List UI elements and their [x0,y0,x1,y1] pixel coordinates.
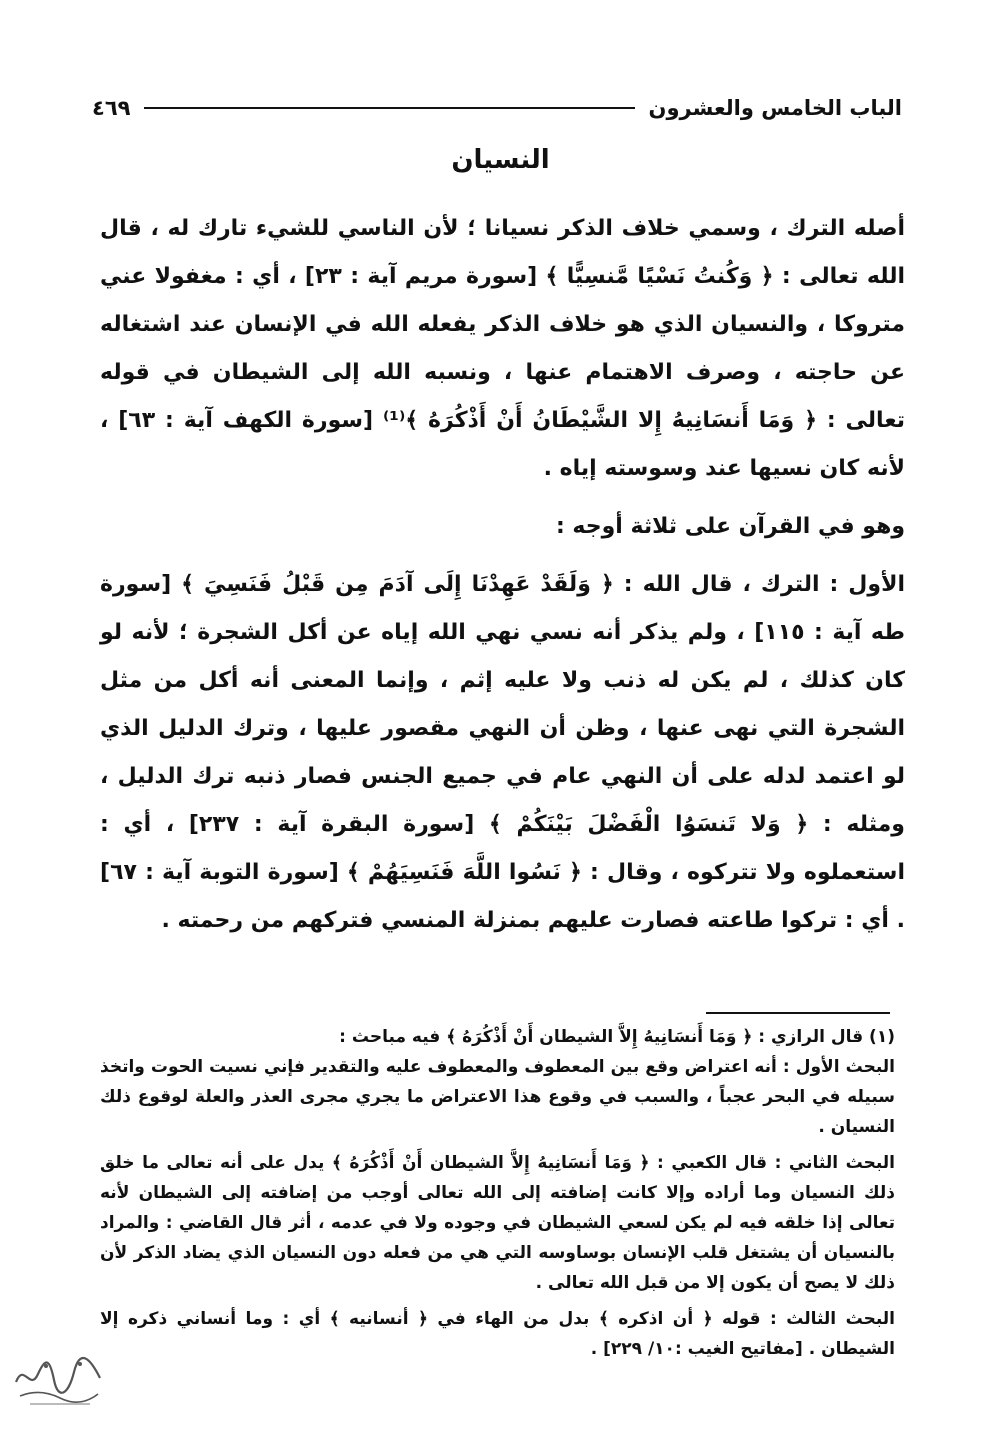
paragraph-definition: أصله الترك ، وسمي خلاف الذكر نسيانا ؛ لأن الناسي للشيء تارك له ، قال الله تعالى : ﴿ وَكُنتُ نَسْيًا مَّنسِيًّا ﴾ [سورة مريم آية : ٢٣] ، أي : مغفولا عني متروكا ، والنسيان الذي هو خلاف الذكر يفعله الله في الإنسان عند اشتغاله عن حاجته ، وصرف الاهتمام عنها ، ونسبه الله إلى الشيطان في قوله تعالى : ﴿ وَمَا أَنسَانِيهُ إِلا الشَّيْطَانُ أَنْ أَذْكُرَهُ ﴾⁽¹⁾ [سورة الكهف آية : ٦٣] ، لأنه كان نسيها عند وسوسته إياه . [100,216,905,481]
footnotes [100,1022,895,1364]
footnote-separator [706,1012,890,1014]
footnote-first-discussion: البحث الأول : أنه اعتراض وقع بين المعطوف والمعطوف عليه والتقدير فإني نسيت الحوت واتخذ سبيله في البحر عجباً ، والسبب في وقوع هذا الاعتراض ما يجري مجرى العذر والعلة لوقوع ذلك النسيان . [100,1057,895,1137]
paragraph-first-aspect: الأول : الترك ، قال الله : ﴿ وَلَقَدْ عَهِدْنَا إِلَى آدَمَ مِن قَبْلُ فَنَسِيَ ﴾ [سورة طه آية : ١١٥] ، ولم يذكر أنه نسي نهي الله إياه عن أكل الشجرة ؛ لأنه لو كان كذلك ، لم يكن له ذنب ولا عليه إثم ، وإنما المعنى أنه أكل من مثل الشجرة التي نهى عنها ، وظن أن النهي مقصور عليها ، وترك الدليل الذي لو اعتمد لدله على أن النهي عام في جميع الجنس فصار ذنبه ترك الدليل ، ومثله : ﴿ وَلا تَنسَوُا الْفَضْلَ بَيْنَكُمْ ﴾ [سورة البقرة آية : ٢٣٧] ، أي : استعملوه ولا تتركوه ، وقال : ﴿ نَسُوا اللَّهَ فَنَسِيَهُمْ ﴾ [سورة التوبة آية : ٦٧] . أي : تركوا طاعته فصارت عليهم بمنزلة المنسي فتركهم من رحمته . [100,572,905,933]
chapter-title: الباب الخامس والعشرون [648,96,902,120]
main-text [100,205,905,945]
footnote-third-discussion: البحث الثالث : قوله ﴿ أن اذكره ﴾ بدل من الهاء في ﴿ أنسانيه ﴾ أي : وما أنساني ذكره إلا الشيطان . [مفاتيح الغيب :١٠/ ٢٢٩] . [100,1309,895,1359]
watermark-logo [10,1352,106,1416]
footnote-intro: (١) قال الرازي : ﴿ وَمَا أَنسَانِيهُ إِلاَّ الشيطان أَنْ أَذْكُرَهُ ﴾ فيه مباحث : [339,1027,895,1047]
footnote-second-discussion: البحث الثاني : قال الكعبي : ﴿ وَمَا أَنسَانِيهُ إِلاَّ الشيطان أَنْ أَذْكُرَهُ ﴾ يدل على أنه تعالى ما خلق ذلك النسيان وما أراده وإلا كانت إضافته إلى الله تعالى أوجب من إضافته إلى الشيطان لأنه تعالى إذا خلقه فيه لم يكن لسعي الشيطان في وجوده ولا في عدمه ، أثر قال القاضي : والمراد بالنسيان أن يشتغل قلب الإنسان بوساوسه التي هي من فعله دون النسيان الذي يضاد الذكر لأن ذلك لا يصح أن يكون إلا من قبل الله تعالى . [100,1153,895,1293]
paragraph-aspects: وهو في القرآن على ثلاثة أوجه : [555,514,905,539]
section-title: النسيان [451,145,550,175]
header-rule [144,107,634,109]
page-number: ٤٦٩ [92,96,131,120]
running-header [92,88,902,128]
